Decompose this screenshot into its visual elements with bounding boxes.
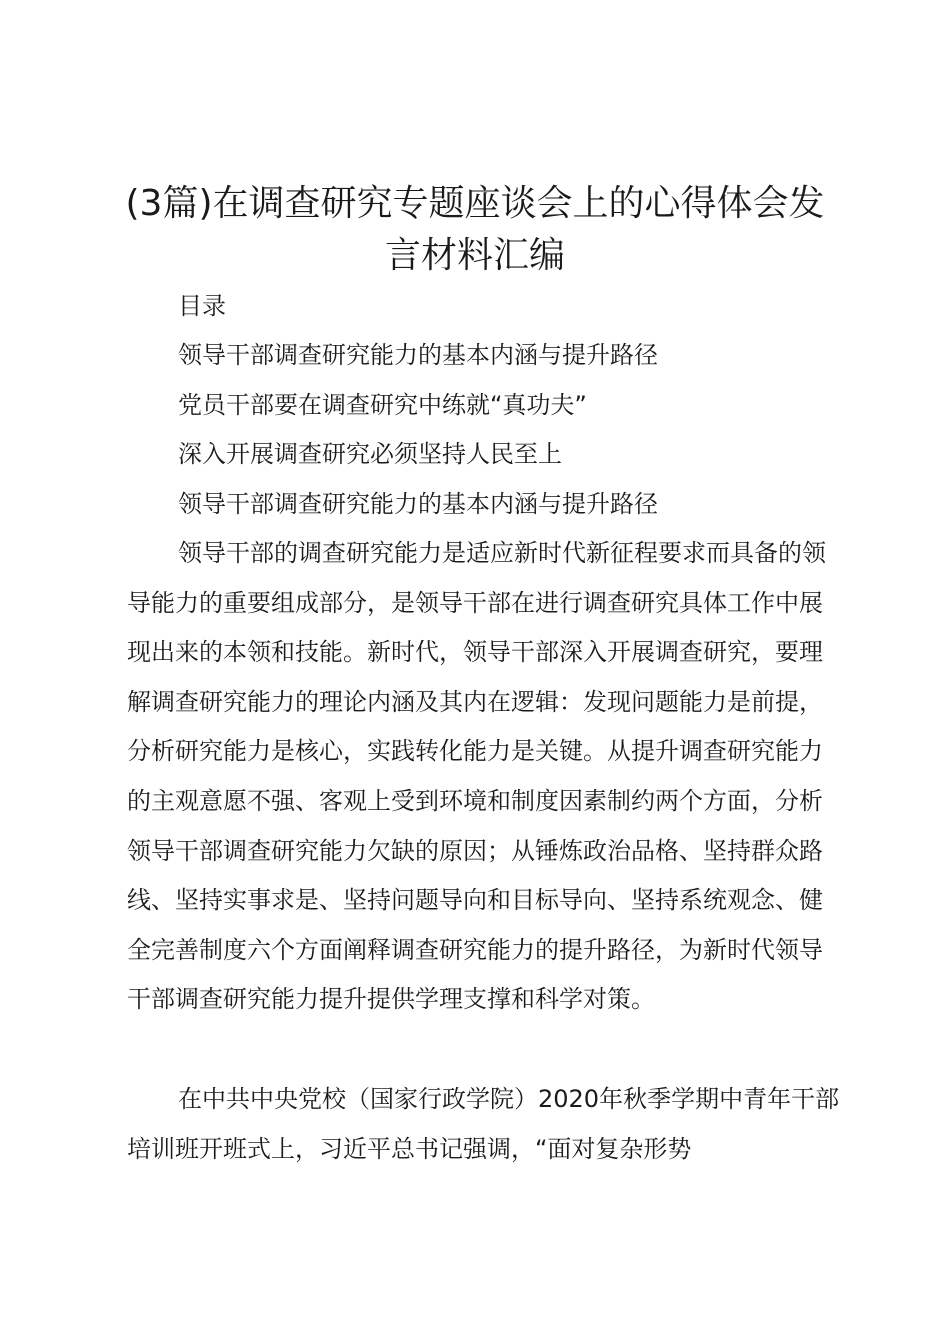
toc-item: 领导干部调查研究能力的基本内涵与提升路径 [178, 341, 658, 369]
body-paragraph: 在中共中央党校（国家行政学院）2020年秋季学期中青年干部培训班开班式上，习近平总书记强调，“面对复杂形势 [127, 1085, 840, 1163]
toc-item: 深入开展调查研究必须坚持人民至上 [178, 440, 562, 468]
section-heading: 领导干部调查研究能力的基本内涵与提升路径 [178, 490, 658, 518]
body-paragraph: 领导干部的调查研究能力是适应新时代新征程要求而具备的领导能力的重要组成部分，是领导干部在进行调查研究具体工作中展现出来的本领和技能。新时代，领导干部深入开展调查研究，要理解调查研究能力的理论内涵及其内在逻辑：发现问题能力是前提，分析研究能力是核心，实践转化能力是关键。从提升调查研究能力的主观意愿不强、客观上受到环境和制度因素制约两个方面，分析领导干部调查研究能力欠缺的原因；从锤炼政治品格、坚持群众路线、坚持实事求是、坚持问题导向和目标导向、坚持系统观念、健全完善制度六个方面阐释调查研究能力的提升路径，为新时代领导干部调查研究能力提升提供学理支撑和科学对策。 [127, 539, 826, 1014]
toc-item: 党员干部要在调查研究中练就“真功夫” [178, 391, 587, 419]
document-title: (3篇)在调查研究专题座谈会上的心得体会发言材料汇编 [125, 183, 825, 276]
toc-heading: 目录 [178, 292, 226, 320]
